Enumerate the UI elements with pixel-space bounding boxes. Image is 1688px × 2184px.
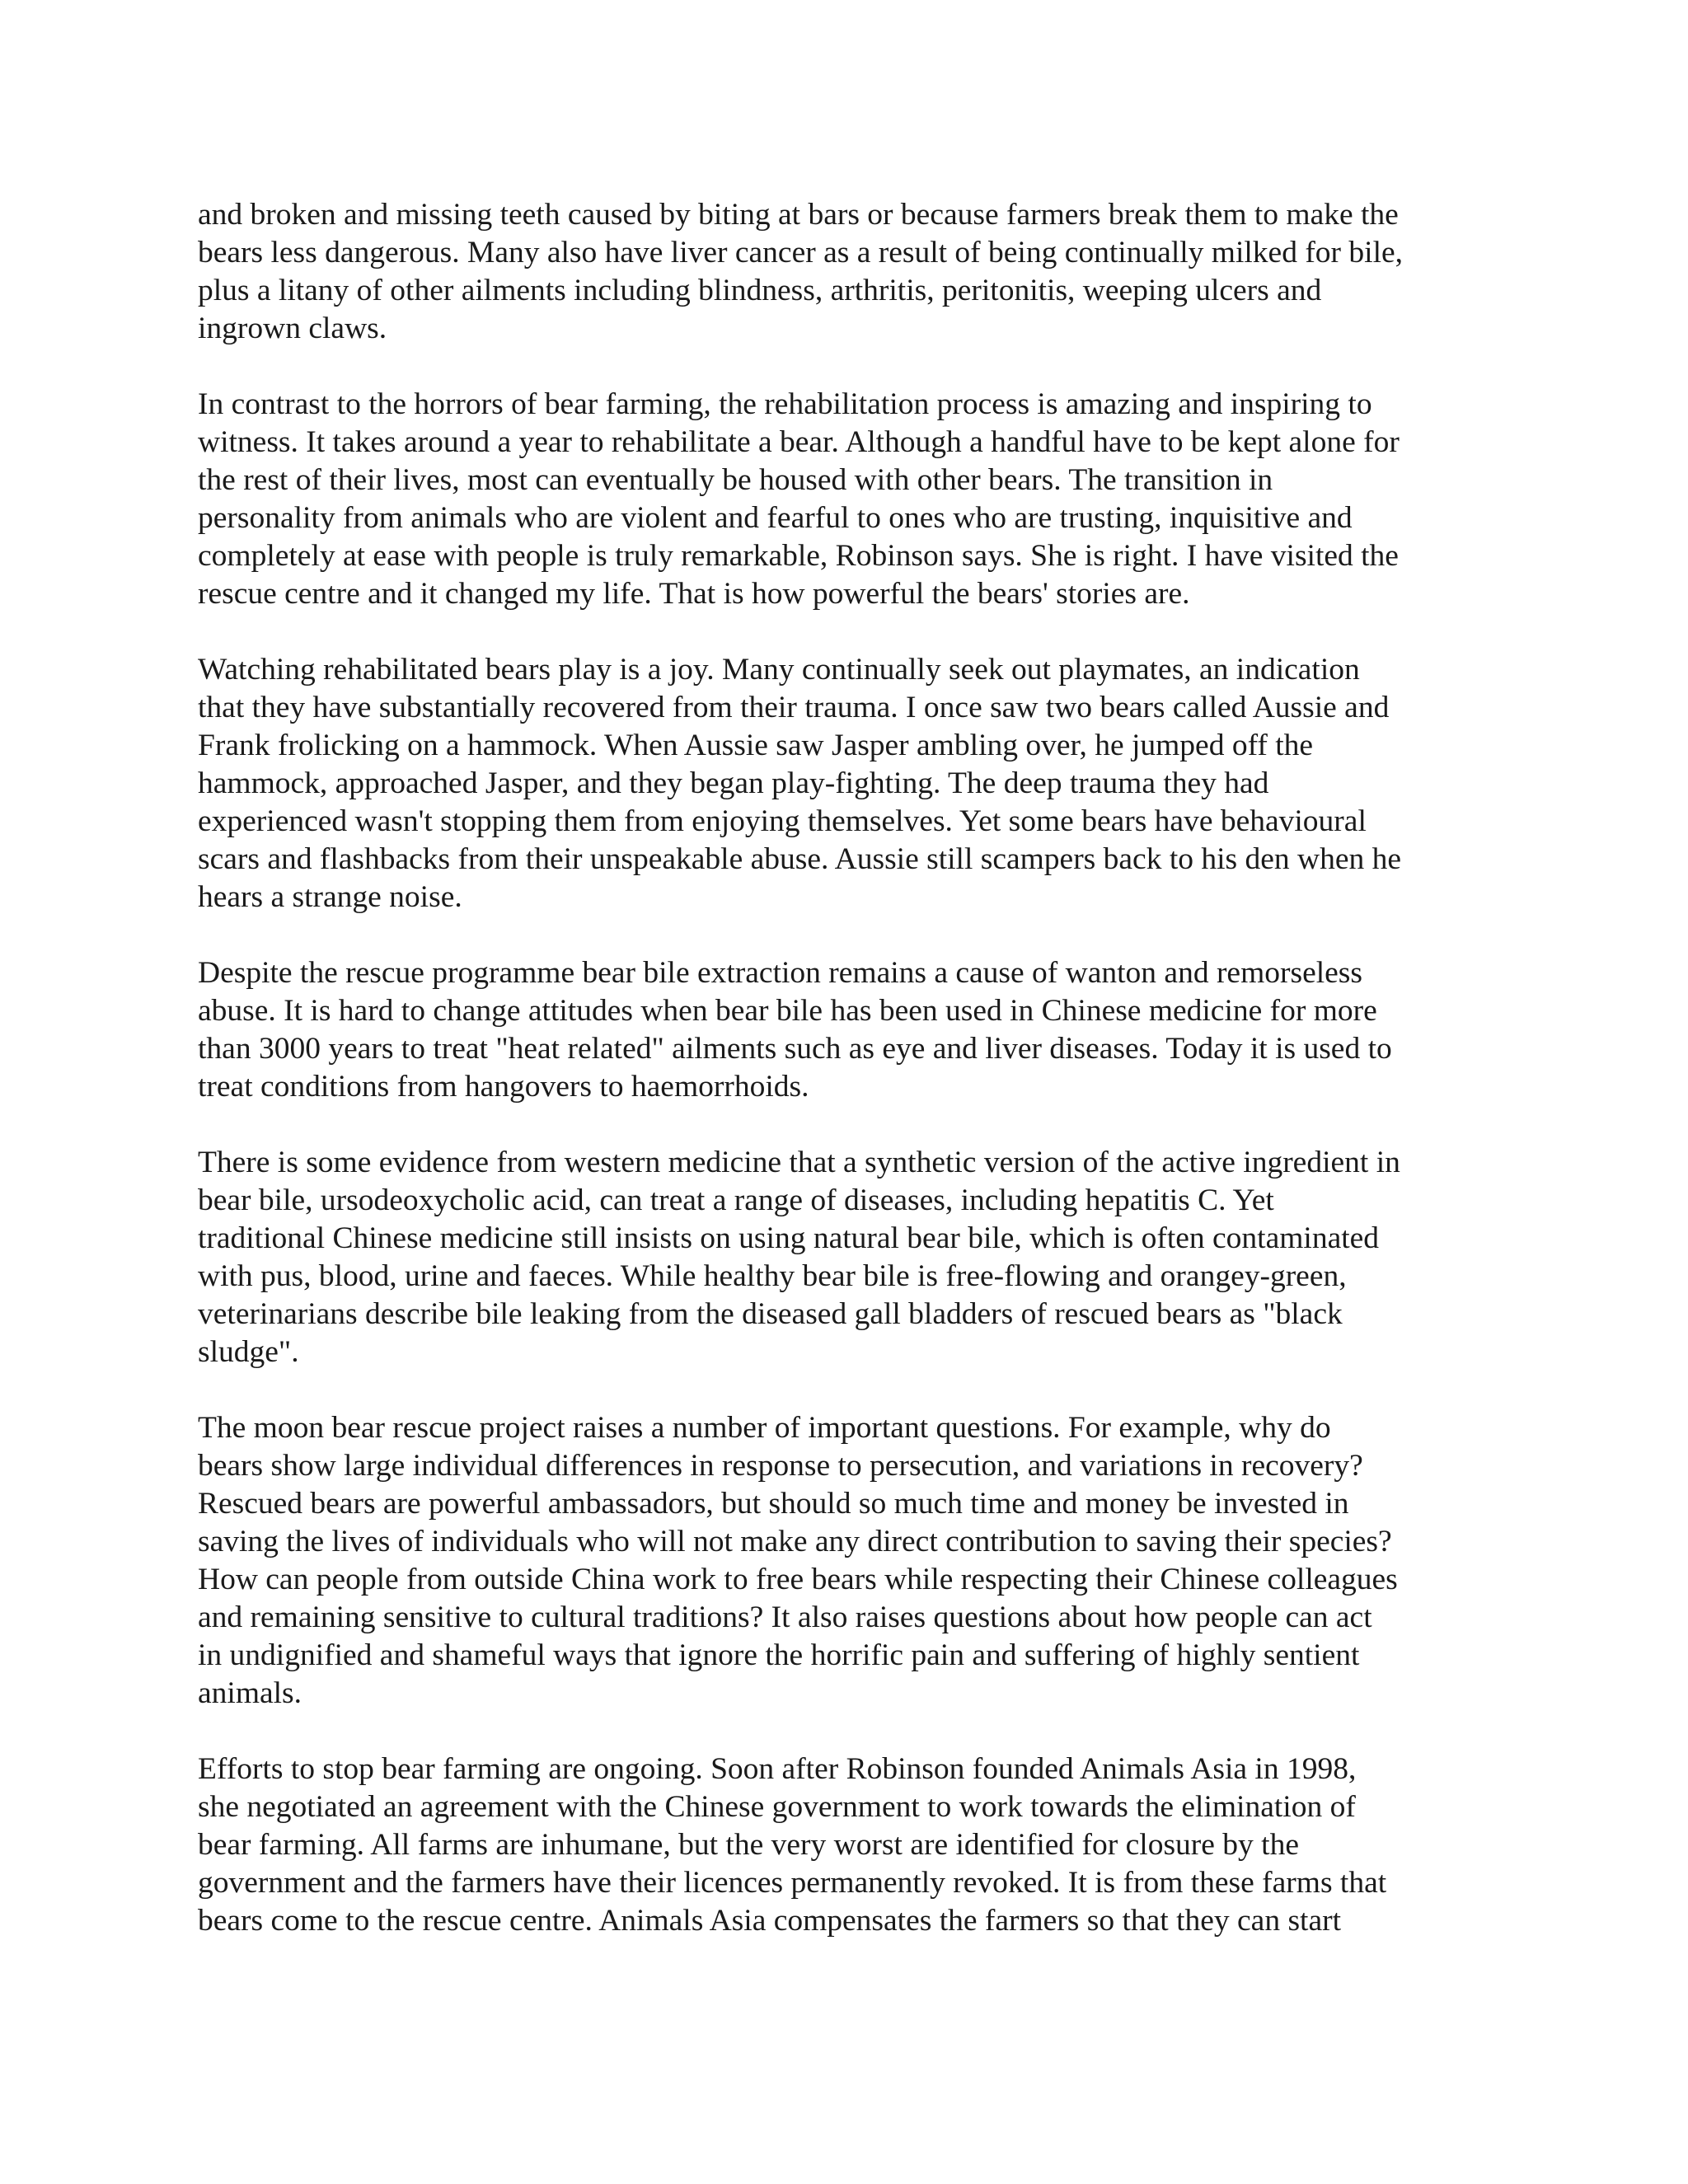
text-line: bears less dangerous. Many also have liver cancer as a result of being continually milked for bile, bbox=[198, 236, 1404, 269]
text-line: Rescued bears are powerful ambassadors, but should so much time and money be invested in bbox=[198, 1487, 1349, 1521]
text-line: sludge". bbox=[198, 1335, 299, 1369]
text-line: veterinarians describe bile leaking from the diseased gall bladders of rescued bears as "black bbox=[198, 1297, 1343, 1331]
document-page bbox=[198, 196, 1490, 1978]
text-line: she negotiated an agreement with the Chinese government to work towards the elimination of bbox=[198, 1790, 1356, 1824]
text-line: The moon bear rescue project raises a number of important questions. For example, why do bbox=[198, 1411, 1331, 1445]
text-line: completely at ease with people is truly remarkable, Robinson says. She is right. I have visited the bbox=[198, 539, 1399, 573]
text-line: plus a litany of other ailments including blindness, arthritis, peritonitis, weeping ulcers and bbox=[198, 274, 1322, 307]
paragraph bbox=[198, 386, 1490, 613]
text-line: that they have substantially recovered from their trauma. I once saw two bears called Aussie and bbox=[198, 691, 1390, 724]
text-line: Despite the rescue programme bear bile extraction remains a cause of wanton and remorseless bbox=[198, 956, 1362, 990]
text-line: Watching rehabilitated bears play is a joy. Many continually seek out playmates, an indication bbox=[198, 653, 1360, 687]
text-line: hammock, approached Jasper, and they began play-fighting. The deep trauma they had bbox=[198, 766, 1269, 800]
text-line: Efforts to stop bear farming are ongoing. Soon after Robinson founded Animals Asia in 1998, bbox=[198, 1752, 1357, 1786]
text-line: treat conditions from hangovers to haemorrhoids. bbox=[198, 1070, 809, 1104]
text-line: In contrast to the horrors of bear farming, the rehabilitation process is amazing and inspiring to bbox=[198, 387, 1372, 421]
text-line: the rest of their lives, most can eventually be housed with other bears. The transition in bbox=[198, 463, 1273, 497]
paragraph bbox=[198, 196, 1490, 348]
text-line: rescue centre and it changed my life. That is how powerful the bears' stories are. bbox=[198, 577, 1190, 611]
text-line: and broken and missing teeth caused by biting at bars or because farmers break them to make the bbox=[198, 198, 1399, 232]
paragraph bbox=[198, 1409, 1490, 1713]
text-line: than 3000 years to treat "heat related" ailments such as eye and liver diseases. Today it is used to bbox=[198, 1032, 1392, 1066]
text-line: hears a strange noise. bbox=[198, 880, 462, 914]
text-line: ingrown claws. bbox=[198, 312, 387, 345]
text-line: Frank frolicking on a hammock. When Aussie saw Jasper ambling over, he jumped off the bbox=[198, 729, 1314, 762]
text-line: personality from animals who are violent and fearful to ones who are trusting, inquisitive and bbox=[198, 501, 1353, 535]
text-line: bears show large individual differences in response to persecution, and variations in recovery? bbox=[198, 1449, 1363, 1483]
text-line: animals. bbox=[198, 1676, 302, 1710]
text-line: abuse. It is hard to change attitudes when bear bile has been used in Chinese medicine for more bbox=[198, 994, 1377, 1028]
paragraph bbox=[198, 1144, 1490, 1371]
text-line: saving the lives of individuals who will not make any direct contribution to saving their species? bbox=[198, 1525, 1392, 1558]
text-line: bear bile, ursodeoxycholic acid, can treat a range of diseases, including hepatitis C. Yet bbox=[198, 1183, 1274, 1217]
paragraph bbox=[198, 1750, 1490, 1940]
text-line: and remaining sensitive to cultural traditions? It also raises questions about how people can act bbox=[198, 1601, 1372, 1634]
text-line: with pus, blood, urine and faeces. While healthy bear bile is free-flowing and orangey-green, bbox=[198, 1259, 1347, 1293]
text-line: government and the farmers have their licences permanently revoked. It is from these farms that bbox=[198, 1866, 1387, 1900]
text-line: experienced wasn't stopping them from enjoying themselves. Yet some bears have behavioural bbox=[198, 804, 1367, 838]
text-line: witness. It takes around a year to rehabilitate a bear. Although a handful have to be kept alone for bbox=[198, 425, 1400, 459]
text-line: in undignified and shameful ways that ignore the horrific pain and suffering of highly sentient bbox=[198, 1638, 1360, 1672]
text-line: How can people from outside China work to free bears while respecting their Chinese colleagues bbox=[198, 1563, 1398, 1596]
text-line: scars and flashbacks from their unspeakable abuse. Aussie still scampers back to his den when he bbox=[198, 842, 1402, 876]
text-line: bear farming. All farms are inhumane, but the very worst are identified for closure by the bbox=[198, 1828, 1299, 1862]
paragraph bbox=[198, 954, 1490, 1106]
text-line: There is some evidence from western medicine that a synthetic version of the active ingredient in bbox=[198, 1146, 1400, 1179]
text-line: traditional Chinese medicine still insists on using natural bear bile, which is often contaminated bbox=[198, 1221, 1380, 1255]
paragraph bbox=[198, 651, 1490, 916]
text-line: bears come to the rescue centre. Animals Asia compensates the farmers so that they can start bbox=[198, 1904, 1342, 1938]
